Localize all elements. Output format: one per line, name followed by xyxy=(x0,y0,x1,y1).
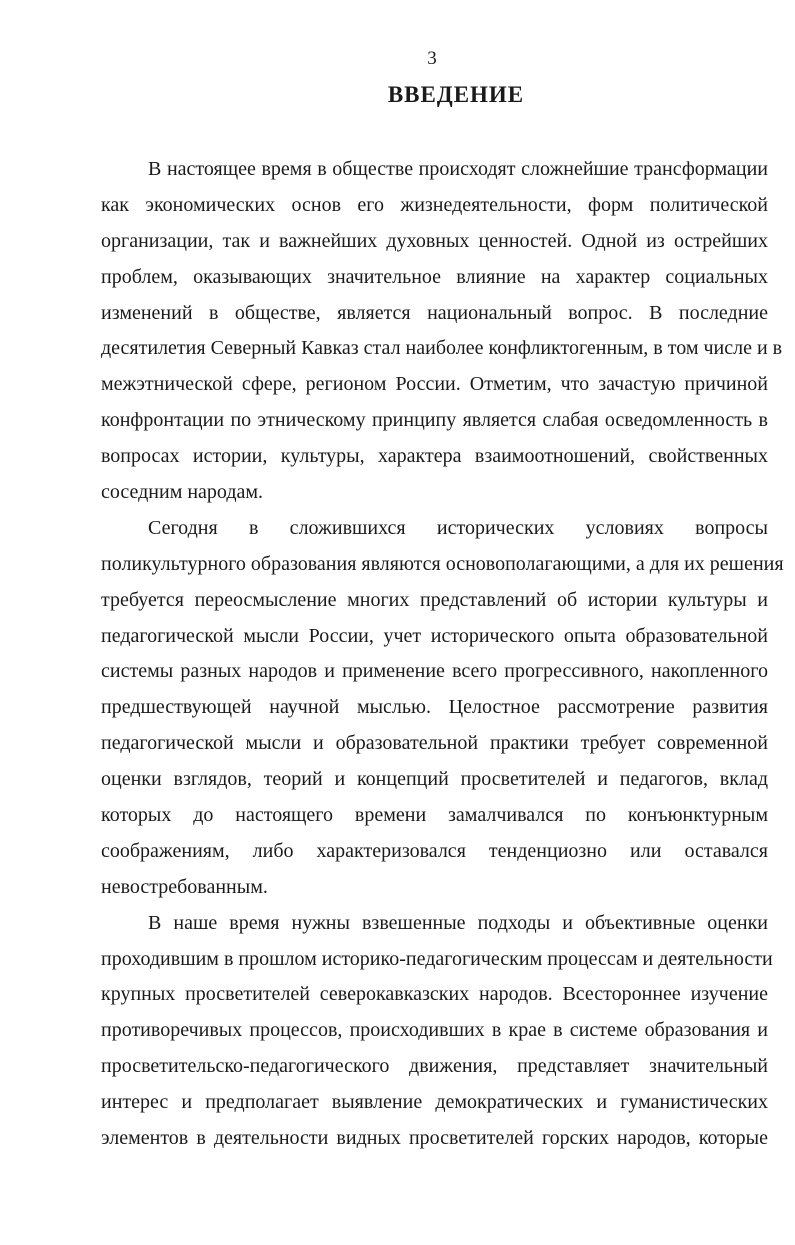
text-line: педагогической мысли и образовательной практики требует современной xyxy=(101,732,768,755)
text-line: организации, так и важнейших духовных ценностей. Одной из острейших xyxy=(101,229,768,252)
paragraph xyxy=(101,906,773,1157)
text-line: противоречивых процессов, происходивших в крае в системе образования и xyxy=(101,1019,768,1042)
text-line: В наше время нужны взвешенные подходы и объективные оценки xyxy=(148,911,768,934)
text-line: проходившим в прошлом историко-педагогическим процессам и деятельности xyxy=(101,947,773,970)
text-line: интерес и предполагает выявление демократических и гуманистических xyxy=(101,1091,768,1114)
text-line: элементов в деятельности видных просветителей горских народов, которые xyxy=(101,1127,768,1150)
text-line: В настоящее время в обществе происходят сложнейшие трансформации xyxy=(148,158,768,180)
text-line: крупных просветителей северокавказских народов. Всестороннее изучение xyxy=(101,983,768,1006)
page-number: 3 xyxy=(427,48,437,69)
paragraph xyxy=(101,152,783,511)
text-line: проблем, оказывающих значительное влияние на характер социальных xyxy=(101,265,768,288)
text-line: невостребованным. xyxy=(101,875,268,898)
text-line: межэтнической сфере, регионом России. Отметим, что зачастую причиной xyxy=(101,373,768,396)
text-line: вопросах истории, культуры, характера взаимоотношений, свойственных xyxy=(101,445,768,468)
text-line: как экономических основ его жизнедеятельности, форм политической xyxy=(101,193,768,216)
text-line: Сегодня в сложившихся исторических условиях вопросы xyxy=(148,516,768,539)
text-line: оценки взглядов, теорий и концепций просветителей и педагогов, вклад xyxy=(101,768,768,791)
document-body xyxy=(101,152,784,1157)
text-line: изменений в обществе, является национальный вопрос. В последние xyxy=(101,301,768,324)
text-line: конфронтации по этническому принципу является слабая осведомленность в xyxy=(101,409,768,432)
text-line: соседним народам. xyxy=(101,481,264,504)
text-line: которых до настоящего времени замалчивался по конъюнктурным xyxy=(101,804,768,827)
text-line: соображениям, либо характеризовался тенденциозно или оставался xyxy=(101,839,768,862)
page-title: ВВЕДЕНИЕ xyxy=(387,82,525,107)
text-line: поликультурного образования являются основополагающими, а для их решения xyxy=(101,552,784,575)
text-line: десятилетия Северный Кавказ стал наиболее конфликтогенным, в том числе и в xyxy=(101,337,783,360)
text-line: системы разных народов и применение всего прогрессивного, накопленного xyxy=(101,660,768,683)
text-line: педагогической мысли России, учет исторического опыта образовательной xyxy=(101,624,768,647)
text-line: предшествующей научной мыслью. Целостное рассмотрение развития xyxy=(101,696,768,719)
paragraph xyxy=(101,511,784,906)
text-line: требуется переосмысление многих представлений об истории культуры и xyxy=(101,588,768,611)
text-line: просветительско-педагогического движения, представляет значительный xyxy=(101,1055,768,1078)
